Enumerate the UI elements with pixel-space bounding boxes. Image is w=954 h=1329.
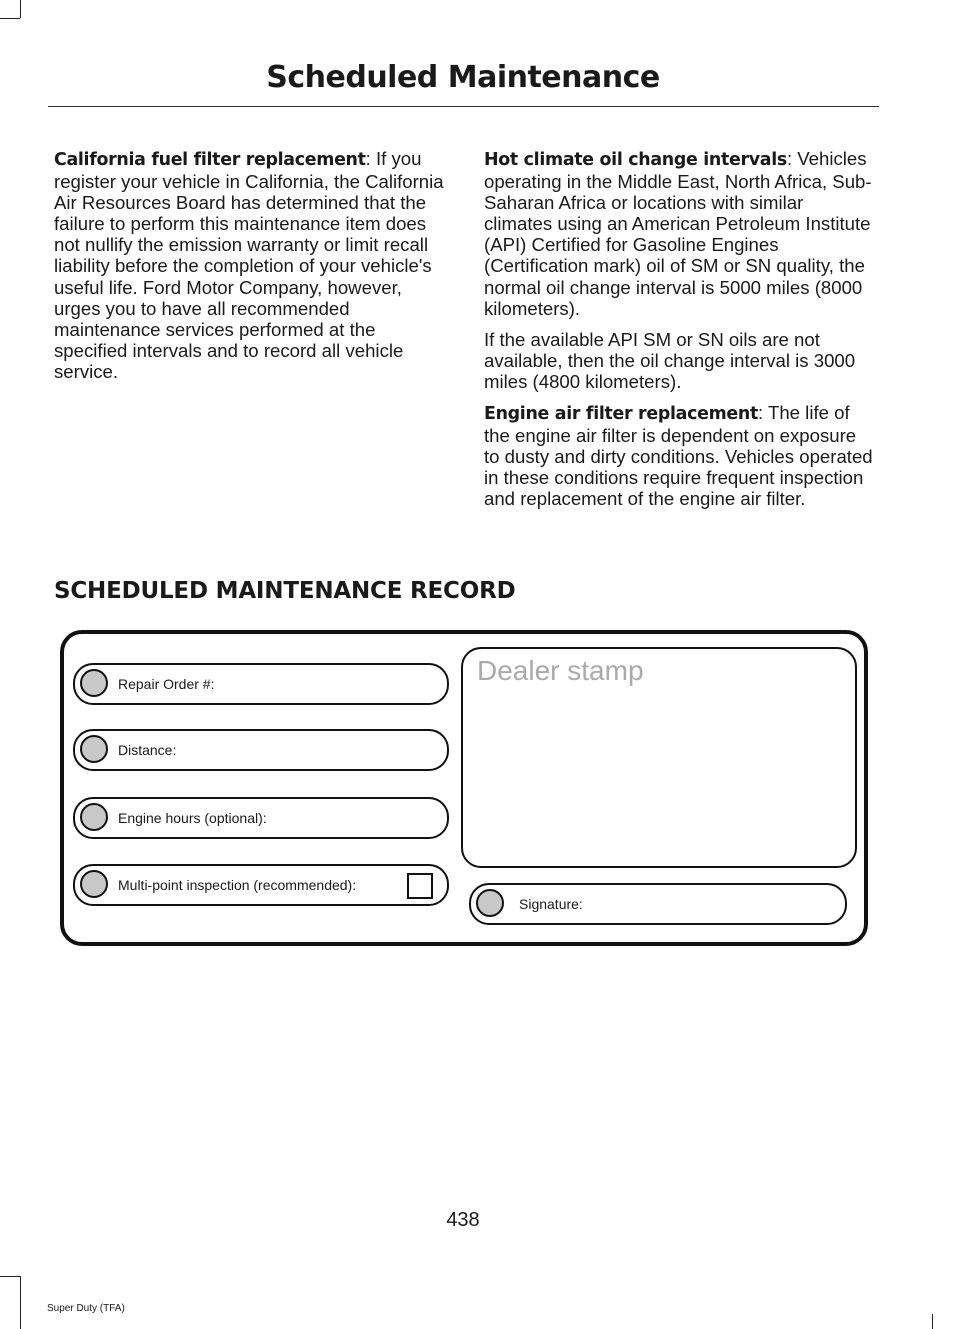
oil-availability-text: If the available API SM or SN oils are not available, then the oil change interval is 3000 miles (4800 kilometers). — [484, 328, 856, 392]
crop-mark — [20, 1276, 21, 1329]
circle-icon — [80, 870, 108, 898]
engine-hours-label: Engine hours (optional): — [118, 810, 267, 826]
page-title: Scheduled Maintenance — [266, 60, 660, 95]
left-column — [54, 148, 446, 392]
footer-text: Super Duty (TFA) — [47, 1303, 125, 1314]
crop-mark — [0, 18, 20, 19]
hot-climate-term: Hot climate oil change intervals — [484, 150, 787, 170]
crop-mark — [932, 1314, 933, 1329]
section-heading: SCHEDULED MAINTENANCE RECORD — [54, 578, 516, 604]
oil-availability-paragraph — [484, 329, 876, 392]
multi-point-inspection-label: Multi-point inspection (recommended): — [118, 877, 357, 893]
signature-field[interactable] — [469, 883, 847, 925]
fuel-filter-text: : If you register your vehicle in California, the California Air Resources Board has determined that the failure to perform this maintenance item does not nullify the emission warranty or limit recall liability before the completion of your vehicle's useful life. Ford Motor Company, however, urges you to have all recommended maintenance services performed at the specified intervals and to record all vehicle service. — [54, 148, 444, 382]
air-filter-text: : The life of the engine air filter is dependent on exposure to dusty and dirty conditions. Vehicles operated in these conditions require frequent inspection and replacement of the engine air filter. — [484, 402, 873, 510]
fuel-filter-paragraph — [54, 148, 446, 382]
circle-icon — [476, 889, 504, 917]
signature-label: Signature: — [519, 896, 583, 912]
repair-order-label: Repair Order #: — [118, 676, 215, 692]
circle-icon — [80, 735, 108, 763]
circle-icon — [80, 669, 108, 697]
air-filter-paragraph — [484, 402, 876, 509]
dealer-stamp-box[interactable] — [461, 647, 857, 868]
hot-climate-text: : Vehicles operating in the Middle East, North Africa, Sub-Saharan Africa or locations with similar climates using an American Petroleum Institute (API) Certified for Gasoline Engines (Certification mark) oil of SM or SN quality, the normal oil change interval is 5000 miles (8000 kilometers). — [484, 148, 872, 319]
crop-mark — [20, 0, 21, 18]
multi-point-inspection-field[interactable] — [73, 864, 449, 906]
right-column — [484, 148, 876, 520]
title-rule — [48, 106, 879, 107]
circle-icon — [80, 803, 108, 831]
dealer-stamp-label: Dealer stamp — [477, 655, 644, 686]
fuel-filter-term: California fuel filter replacement — [54, 150, 366, 170]
distance-label: Distance: — [118, 742, 177, 758]
engine-hours-field[interactable] — [73, 797, 449, 839]
distance-field[interactable] — [73, 729, 449, 771]
repair-order-field[interactable] — [73, 663, 449, 705]
inspection-checkbox[interactable] — [407, 873, 433, 899]
hot-climate-paragraph — [484, 148, 876, 319]
air-filter-term: Engine air filter replacement — [484, 404, 758, 425]
page-number: 438 — [446, 1209, 480, 1231]
crop-mark — [0, 1276, 20, 1277]
